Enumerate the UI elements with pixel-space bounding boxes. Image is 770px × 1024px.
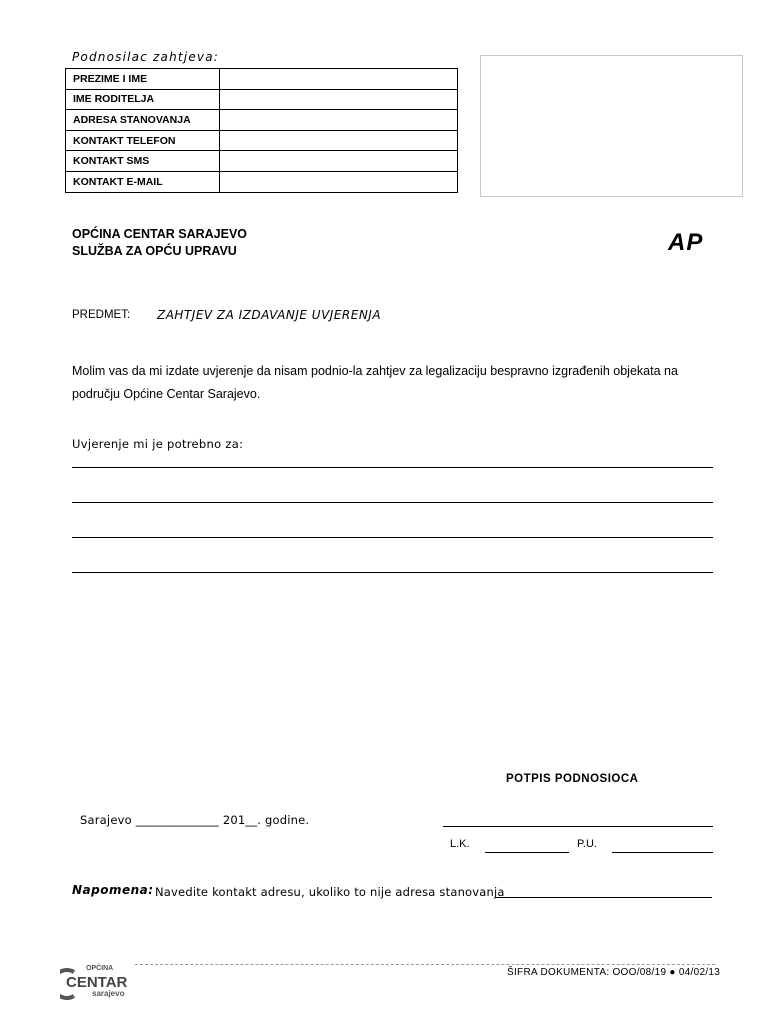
- municipality-logo: [60, 960, 140, 1000]
- document-code: ŠIFRA DOKUMENTA: OOO/08/19 ● 04/02/13: [507, 967, 721, 978]
- field-value-surname-name[interactable]: [220, 69, 458, 90]
- subject-label: PREDMET:: [72, 309, 131, 321]
- note-text: Navedite kontakt adresu, ukoliko to nije adresa stanovanja: [155, 885, 505, 899]
- request-body: [72, 360, 722, 406]
- logo-top-text: OPĆINA: [86, 965, 114, 972]
- field-value-phone[interactable]: [220, 130, 458, 151]
- table-row: [66, 130, 458, 151]
- table-row: [66, 110, 458, 131]
- purpose-line-2[interactable]: [72, 502, 713, 503]
- field-value-sms[interactable]: [220, 151, 458, 172]
- request-line-2: području Općine Centar Sarajevo.: [72, 387, 261, 401]
- field-label-parent-name: IME RODITELJA: [66, 89, 220, 110]
- field-value-address[interactable]: [220, 110, 458, 131]
- table-row: [66, 69, 458, 90]
- applicant-caption: Podnosilac zahtjeva:: [72, 50, 220, 64]
- id-card-line[interactable]: [485, 852, 569, 853]
- recipient-line-1: OPĆINA CENTAR SARAJEVO: [72, 227, 248, 241]
- field-label-sms: KONTAKT SMS: [66, 151, 220, 172]
- signature-line[interactable]: [443, 826, 713, 827]
- purpose-line-1[interactable]: [72, 467, 713, 468]
- police-admin-line[interactable]: [612, 852, 713, 853]
- footer-divider: [135, 964, 715, 965]
- id-card-label: L.K.: [450, 838, 470, 850]
- field-label-phone: KONTAKT TELEFON: [66, 130, 220, 151]
- logo-bottom-text: sarajevo: [92, 989, 125, 998]
- purpose-line-4[interactable]: [72, 572, 713, 573]
- field-label-email: KONTAKT E-MAIL: [66, 171, 220, 192]
- table-row: [66, 151, 458, 172]
- field-label-address: ADRESA STANOVANJA: [66, 110, 220, 131]
- recipient-office: [72, 226, 247, 260]
- note-label: Napomena:: [72, 883, 154, 897]
- applicant-table: [65, 68, 458, 193]
- purpose-label: Uvjerenje mi je potrebno za:: [72, 437, 244, 451]
- field-label-surname-name: PREZIME I IME: [66, 69, 220, 90]
- contact-address-line[interactable]: [495, 897, 712, 898]
- form-code: AP: [668, 229, 704, 256]
- police-admin-label: P.U.: [577, 838, 597, 850]
- signature-title: POTPIS PODNOSIOCA: [506, 773, 639, 785]
- place-date: Sarajevo ______________ 201__. godine.: [80, 813, 310, 827]
- table-row: [66, 171, 458, 192]
- purpose-line-3[interactable]: [72, 537, 713, 538]
- request-line-1: Molim vas da mi izdate uvjerenje da nisam podnio-la zahtjev za legalizaciju bespravno izgrađenih objekata na: [72, 364, 678, 378]
- subject-title: ZAHTJEV ZA IZDAVANJE UVJERENJA: [157, 308, 382, 322]
- logo-main-text: CENTAR: [66, 974, 128, 991]
- table-row: [66, 89, 458, 110]
- field-value-parent-name[interactable]: [220, 89, 458, 110]
- field-value-email[interactable]: [220, 171, 458, 192]
- recipient-line-2: SLUŽBA ZA OPĆU UPRAVU: [72, 244, 237, 258]
- stamp-box: [480, 55, 743, 197]
